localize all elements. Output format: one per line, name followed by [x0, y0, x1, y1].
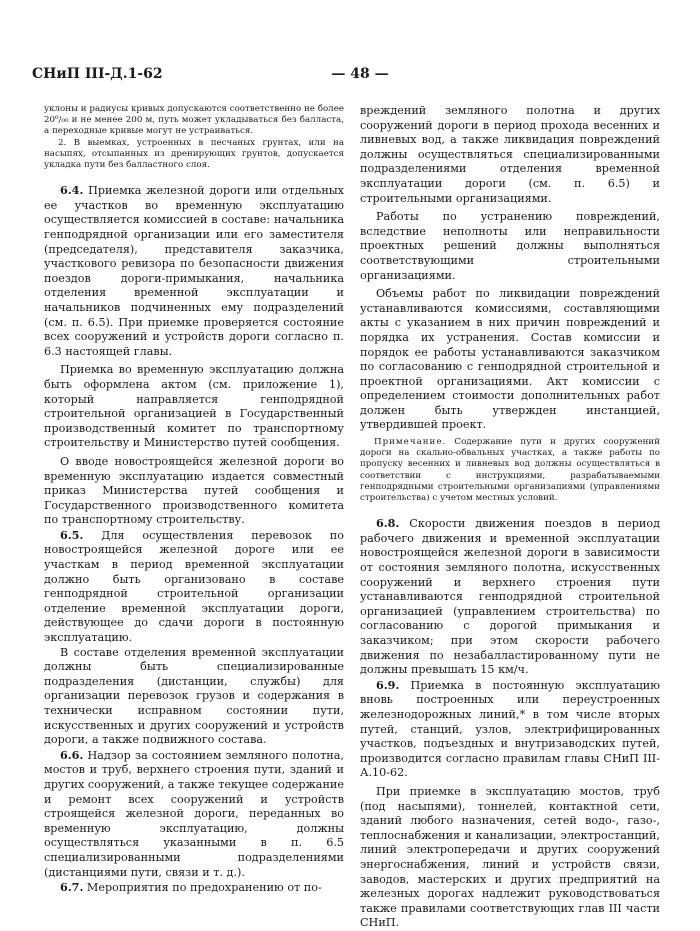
footnote-2: 2. В выемках, устроенных в песчаных грунтах, или на насыпях, отсыпанных из дренирующих грунтов, допускается укладка пути без балластного слоя. [44, 137, 344, 171]
clause-number: 6.5. [60, 527, 84, 542]
footnote-1: уклоны и радиусы кривых допускаются соответственно не более 20⁰/₀₀ и не менее 200 м, путь может укладываться без балласта, а переходные кривые могут не устраиваться. [44, 104, 344, 137]
paragraph-6-8 [360, 516, 660, 678]
clause-number: 6.8. [376, 516, 400, 531]
clause-number: 6.6. [60, 747, 84, 762]
paragraph-text: Надзор за состоянием земляного полотна, мостов и труб, верхнего строения пути, зданий и других сооружений, а также текущее содержание и ремонт всех сооружений и устройств строящейся железной дороги, переданных во временную эксплуатацию, должны осуществляться указанными в п. 6.5 специализированными подразделениями (дистанциями пути, связи и т. д.). [44, 748, 344, 879]
left-column [44, 104, 344, 896]
paragraph-text: Приемка в постоянную эксплуатацию вновь построенных или переустроенных железнодорожных линий,* в том числе вторых путей, станций, узлов, электрифицированных участков, подъездных и внутризаводских путей, производится согласно правилам главы СНиП III-А.10-62. [360, 678, 661, 780]
note-label: Примечание. [374, 437, 447, 448]
clause-number: 6.4. [60, 183, 84, 198]
clause-number: 6.9. [376, 677, 400, 692]
paragraph-repair: Работы по устранению повреждений, вследствие неполноты или неправильности проектных решений должны выполняться соответствующими строительными организациями. [360, 210, 660, 282]
paragraph-6-9 [360, 678, 660, 781]
page-number: — 48 — [331, 66, 389, 82]
paragraph-act: Приемка во временную эксплуатацию должна быть оформлена актом (см. приложение 1), который направляется генподрядной строительной организацией в Государственный производственный комитет по транспортному строительству и Министерство путей сообщения. [44, 363, 344, 450]
paragraph-text: Для осуществления перевозок по новостроящейся железной дороге или ее участкам в период временной эксплуатации должно быть организовано в составе генподрядной строительной организации отделение временной эксплуатации дороги, действующее до сдачи дороги в постоянную эксплуатацию. [44, 528, 344, 645]
paragraph-6-6 [44, 748, 344, 880]
paragraph-order: О вводе новостроящейся железной дороги во временную эксплуатацию издается совместный приказ Министерства путей сообщения и Государственного производственного комитета по транспортному строительству. [44, 454, 344, 527]
paragraph-text: Мероприятия по предохранению от по- [86, 881, 322, 895]
paragraph-volume: Объемы работ по ликвидации повреждений устанавливаются комиссиями, составляющими акты с указанием в них причин повреждений и порядка их устранения. Состав комиссии и порядок ее работы устанавливаются заказчиком по согласованию с генподрядной строительной и проектной организациями. Акт комиссии с определением стоимости дополнительных работ должен быть утвержден инстанцией, утвердившей проект. [360, 287, 660, 432]
paragraph-text: Приемка железной дороги или отдельных ее участков во временную эксплуатацию осуществляется комиссией в составе: начальника генподрядной организации или его заместителя (председателя), представителя заказчика, участкового ревизора по безопасности движения поездов дороги-примыкания, начальника отделения временной эксплуатации и начальников подчиненных ему подразделений (см. п. 6.5). При приемке проверяется состояние всех сооружений и устройств дороги согласно п. 6.3 настоящей главы. [44, 184, 344, 358]
right-column [360, 104, 660, 931]
note [360, 437, 660, 504]
doc-code-header: СНиП III-Д.1-62 [32, 66, 163, 82]
clause-number: 6.7. [60, 880, 84, 895]
paragraph-continued: вреждений земляного полотна и других сооружений дороги в период прохода весенних и ливневых вод, а также ликвидация повреждений должны осуществляться специализированными подразделениями отделения временной эксплуатации дороги (см. п. 6.5) и строительными организациями. [360, 104, 660, 205]
paragraph-text: Скорости движения поездов в период рабочего движения и временной эксплуатации новостроящейся железной дороги в зависимости от состояния земляного полотна, искусственных сооружений и верхнего строения пути устанавливаются генподрядной строительной организацией (управлением строительства) по согласованию с дорогой примыкания и заказчиком; при этом скорости рабочего движения по незабалластированному пути не должны превышать 15 км/ч. [360, 517, 660, 677]
paragraph-bridges: При приемке в эксплуатацию мостов, труб (под насыпями), тоннелей, контактной сети, зданий любого назначения, сетей водо-, газо-, теплоснабжения и канализации, электростанций, линий электропередачи и других сооружений энергоснабжения, линий и устройств связи, заводов, мастерских и других предприятий на железных дорогах надлежит руководствоваться также правилами соответствующих глав III части СНиП. [360, 784, 660, 930]
paragraph-dept: В составе отделения временной эксплуатации должны быть специализированные подразделения (дистанции, службы) для организации перевозок грузов и содержания в технически исправном состоянии пути, искусственных и других сооружений и устройств дороги, а также подвижного состава. [44, 645, 344, 747]
paragraph-6-5 [44, 528, 344, 646]
paragraph-6-7 [44, 880, 344, 896]
paragraph-6-4 [44, 183, 344, 359]
note-text: Содержание пути и других сооружений дороги на скально-обвальных участках, а также работы по пропуску весенних и ливневых вод должны осуществляться в соответствии с инструкциями, разрабатываемыми генподрядными строительными организациями (управлениями строительства) с учетом местных условий. [360, 437, 660, 504]
